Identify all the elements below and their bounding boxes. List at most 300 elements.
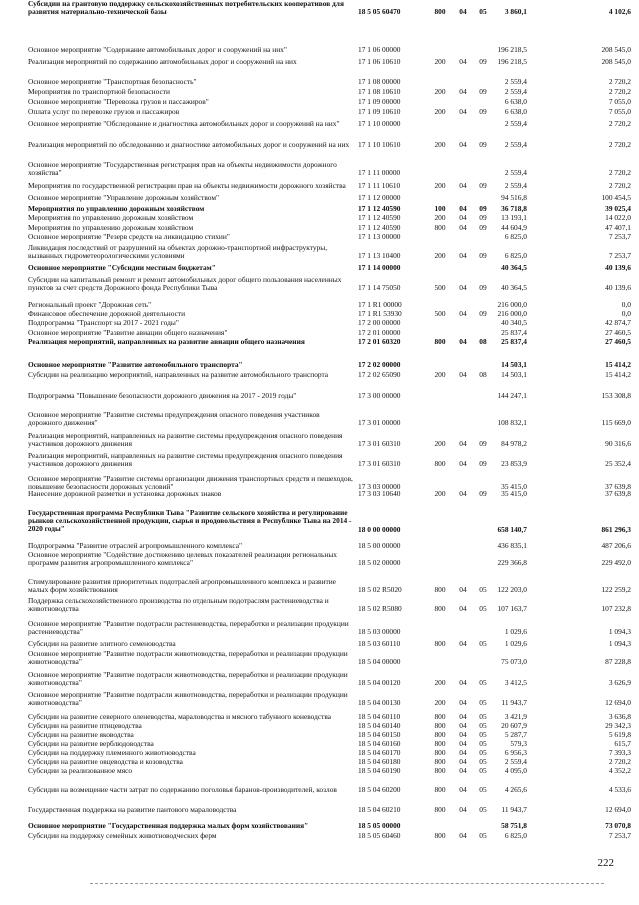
cell-name: Основное мероприятие "Государственная регистрация прав на объекты недвижимости дорожного хозяйства" xyxy=(28,160,337,178)
cell-name: Ликвидация последствий от разрушений на объектах дорожно-транспортной инфраструктуры, вызванных гидрометеорологическими условиями xyxy=(28,243,328,261)
cell-code: 17 3 00 00000 xyxy=(358,391,401,400)
cell-v2: 87 228,8 xyxy=(605,657,631,666)
cell-code: 18 5 03 60110 xyxy=(358,639,401,648)
cell-code: 18 5 04 00120 xyxy=(358,678,401,687)
cell-v2: 27 460,5 xyxy=(605,328,631,337)
cell-pr: 05 xyxy=(479,831,487,840)
cell-v1: 14 503,1 xyxy=(501,370,527,379)
cell-v2: 7 055,0 xyxy=(608,107,631,116)
cell-rz: 04 xyxy=(459,678,467,687)
cell-name: Субсидии на грантовую поддержку сельскохозяйственных потребительских кооперативов для развития материально-технической базы xyxy=(28,0,344,17)
cell-name: Финансовое обеспечение дорожной деятельности xyxy=(28,309,186,318)
cell-rz: 04 xyxy=(459,439,467,448)
cell-name: Субсидии на развитие птицеводства xyxy=(28,721,142,730)
cell-name: Реализация мероприятий, направленных на развитие авиации общего назначения xyxy=(28,337,305,346)
cell-code: 17 1 06 00000 xyxy=(358,45,401,54)
cell-vr: 800 xyxy=(434,337,446,346)
cell-v2: 4 533,6 xyxy=(608,785,631,794)
cell-code: 17 1 10 10610 xyxy=(358,140,401,149)
cell-pr: 09 xyxy=(479,140,487,149)
cell-rz: 04 xyxy=(459,7,467,16)
cell-pr: 09 xyxy=(479,57,487,66)
cell-code: 18 5 04 60210 xyxy=(358,805,401,814)
cell-vr: 800 xyxy=(434,7,446,16)
footer-divider xyxy=(90,883,604,884)
cell-code: 17 1 08 00000 xyxy=(358,77,401,86)
cell-rz: 04 xyxy=(459,107,467,116)
cell-v1: 84 978,2 xyxy=(501,439,527,448)
cell-vr: 800 xyxy=(434,585,446,594)
cell-code: 17 1 14 75050 xyxy=(358,283,401,292)
cell-v1: 108 832,1 xyxy=(497,418,527,427)
cell-rz: 04 xyxy=(459,251,467,260)
cell-pr: 05 xyxy=(479,805,487,814)
cell-v2: 2 720,2 xyxy=(608,119,631,128)
cell-code: 17 3 01 60310 xyxy=(358,459,401,468)
cell-v2: 208 545,0 xyxy=(601,57,631,66)
cell-name: Основное мероприятие "Развитие подотрасли животноводства, переработки и реализации продукции животноводства" xyxy=(28,649,348,667)
cell-v1: 3 421,9 xyxy=(504,712,527,721)
cell-pr: 09 xyxy=(479,251,487,260)
cell-vr: 200 xyxy=(434,107,446,116)
cell-v2: 107 232,8 xyxy=(601,604,631,613)
cell-code: 17 3 03 00000 xyxy=(358,482,401,491)
cell-v1: 2 559,4 xyxy=(504,140,527,149)
cell-v1: 11 943,7 xyxy=(501,698,527,707)
cell-code: 18 5 04 00130 xyxy=(358,698,401,707)
cell-name: Подпрограмма "Развитие отраслей агропромышленного комплекса" xyxy=(28,541,243,550)
cell-v1: 25 837,4 xyxy=(501,328,527,337)
cell-vr: 500 xyxy=(434,283,446,292)
cell-v1: 4 095,0 xyxy=(504,766,527,775)
cell-code: 17 1 13 00000 xyxy=(358,232,401,241)
cell-name: Основное мероприятие "Перевозка грузов и пассажиров" xyxy=(28,97,209,106)
cell-pr: 05 xyxy=(479,639,487,648)
cell-code: 17 1 11 00000 xyxy=(358,168,401,177)
cell-name: Субсидии на развитие элитного семеноводства xyxy=(28,639,176,648)
cell-code: 18 5 02 R5080 xyxy=(358,604,402,613)
cell-pr: 09 xyxy=(479,309,487,318)
cell-v1: 436 835,1 xyxy=(497,541,527,550)
cell-name: Реализация мероприятий, направленных на развитие системы предупреждения опасного поведения участников дорожного движения xyxy=(28,431,343,449)
cell-code: 17 2 02 65090 xyxy=(358,370,401,379)
cell-vr: 200 xyxy=(434,87,446,96)
cell-v2: 3 636,8 xyxy=(608,712,631,721)
cell-vr: 200 xyxy=(434,181,446,190)
cell-code: 18 5 00 00000 xyxy=(358,541,401,550)
cell-code: 17 1 08 10610 xyxy=(358,87,401,96)
cell-v1: 5 287,7 xyxy=(504,730,527,739)
cell-rz: 04 xyxy=(459,140,467,149)
cell-v2: 487 206,6 xyxy=(601,541,631,550)
cell-pr: 09 xyxy=(479,439,487,448)
cell-v2: 7 253,7 xyxy=(608,251,631,260)
cell-v1: 196 218,5 xyxy=(497,45,527,54)
cell-v1: 144 247,1 xyxy=(497,391,527,400)
cell-code: 17 1 12 00000 xyxy=(358,193,401,202)
cell-v2: 122 259,2 xyxy=(601,585,631,594)
cell-code: 18 5 04 60180 xyxy=(358,757,401,766)
cell-name: Основное мероприятие "Транспортная безопасность" xyxy=(28,77,197,86)
cell-code: 18 5 04 60150 xyxy=(358,730,401,739)
cell-v2: 3 626,9 xyxy=(608,678,631,687)
cell-vr: 200 xyxy=(434,213,446,222)
cell-vr: 200 xyxy=(434,489,446,498)
cell-code: 18 5 04 60160 xyxy=(358,739,401,748)
cell-v2: 4 102,6 xyxy=(608,7,631,16)
cell-v2: 7 253,7 xyxy=(608,232,631,241)
cell-pr: 05 xyxy=(479,748,487,757)
cell-code: 17 1 06 10610 xyxy=(358,57,401,66)
cell-code: 17 1 12 40590 xyxy=(358,204,401,213)
cell-name: Субсидии на развитие верблюдоводства xyxy=(28,739,154,748)
cell-pr: 05 xyxy=(479,739,487,748)
cell-name: Подпрограмма "Повышение безопасности дорожного движения на 2017 - 2019 годы" xyxy=(28,391,297,400)
cell-rz: 04 xyxy=(459,757,467,766)
cell-rz: 04 xyxy=(459,748,467,757)
cell-v1: 36 718,8 xyxy=(501,204,527,213)
cell-rz: 04 xyxy=(459,223,467,232)
cell-code: 17 1 R1 00000 xyxy=(358,300,402,309)
cell-pr: 08 xyxy=(479,337,487,346)
cell-v1: 35 415,0 xyxy=(501,482,527,491)
cell-v1: 216 000,0 xyxy=(497,309,527,318)
cell-rz: 04 xyxy=(459,721,467,730)
cell-name: Основное мероприятие "Субсидии местным бюджетам" xyxy=(28,263,216,272)
cell-code: 18 5 04 60200 xyxy=(358,785,401,794)
cell-vr: 200 xyxy=(434,57,446,66)
cell-vr: 200 xyxy=(434,698,446,707)
cell-v1: 658 140,7 xyxy=(497,525,527,534)
cell-v1: 94 516,8 xyxy=(501,193,527,202)
cell-v1: 229 366,8 xyxy=(497,558,527,567)
cell-v1: 20 607,9 xyxy=(501,721,527,730)
cell-name: Субсидии на реализацию мероприятий, направленных на развитие автомобильного транспорта xyxy=(28,370,329,379)
page-number: 222 xyxy=(597,857,614,869)
cell-pr: 05 xyxy=(479,721,487,730)
cell-name: Региональный проект "Дорожная сеть" xyxy=(28,300,152,309)
cell-pr: 05 xyxy=(479,698,487,707)
cell-rz: 04 xyxy=(459,639,467,648)
cell-name: Реализация мероприятий по обследованию и диагностике автомобильных дорог и сооружений на них xyxy=(28,140,350,149)
cell-code: 18 5 04 00000 xyxy=(358,657,401,666)
cell-code: 17 1 12 40590 xyxy=(358,223,401,232)
cell-name: Субсидии на развитие северного оленеводства, мараловодства и мясного табунного коневодства xyxy=(28,712,332,721)
cell-code: 17 1 11 10610 xyxy=(358,181,401,190)
cell-name: Основное мероприятие "Управление дорожным хозяйством" xyxy=(28,193,220,202)
cell-v1: 11 943,7 xyxy=(501,805,527,814)
cell-rz: 04 xyxy=(459,87,467,96)
cell-rz: 04 xyxy=(459,766,467,775)
cell-pr: 09 xyxy=(479,204,487,213)
cell-v2: 1 094,3 xyxy=(608,627,631,636)
cell-v2: 47 407,1 xyxy=(605,223,631,232)
cell-v1: 58 751,8 xyxy=(501,821,527,830)
cell-code: 18 5 05 60460 xyxy=(358,831,401,840)
cell-vr: 800 xyxy=(434,639,446,648)
cell-v2: 90 316,6 xyxy=(605,439,631,448)
cell-pr: 05 xyxy=(479,7,487,16)
cell-name: Оплата услуг по перевозке грузов и пассажиров xyxy=(28,107,180,116)
cell-rz: 04 xyxy=(459,831,467,840)
cell-code: 17 1 R1 53930 xyxy=(358,309,402,318)
cell-v2: 615,7 xyxy=(614,739,631,748)
cell-vr: 800 xyxy=(434,831,446,840)
cell-vr: 200 xyxy=(434,370,446,379)
cell-v2: 42 874,7 xyxy=(605,318,631,327)
cell-name: Основное мероприятие "Развитие авиации общего назначения" xyxy=(28,328,228,337)
cell-rz: 04 xyxy=(459,283,467,292)
cell-v2: 40 139,6 xyxy=(605,263,631,272)
cell-name: Основное мероприятие "Содержание автомобильных дорог и сооружений на них" xyxy=(28,45,287,54)
cell-v1: 6 825,0 xyxy=(504,251,527,260)
cell-vr: 800 xyxy=(434,604,446,613)
cell-code: 17 3 01 60310 xyxy=(358,439,401,448)
cell-rz: 04 xyxy=(459,604,467,613)
cell-name: Мероприятия по государственной регистрации прав на объекты недвижимости дорожного хозяйства xyxy=(28,181,346,190)
cell-v2: 2 720,2 xyxy=(608,87,631,96)
cell-code: 17 2 02 00000 xyxy=(358,360,401,369)
cell-name: Основное мероприятие "Резерв средств на ликвидацию стихии" xyxy=(28,232,230,241)
cell-v1: 6 638,0 xyxy=(504,107,527,116)
cell-name: Субсидии на развитие овцеводства и козоводства xyxy=(28,757,183,766)
cell-pr: 05 xyxy=(479,712,487,721)
cell-vr: 800 xyxy=(434,223,446,232)
cell-pr: 09 xyxy=(479,223,487,232)
cell-name: Основное мероприятие "Развитие подотрасли животноводства, переработки и реализации продукции животноводства" xyxy=(28,690,348,708)
cell-vr: 800 xyxy=(434,730,446,739)
cell-v2: 100 454,5 xyxy=(601,193,631,202)
cell-code: 17 2 01 00000 xyxy=(358,328,401,337)
cell-name: Субсидии на капитальный ремонт и ремонт автомобильных дорог общего пользования населенных пунктов за счет средств Дорожного фонда Республики Тыва xyxy=(28,275,342,293)
cell-v1: 25 837,4 xyxy=(501,337,527,346)
cell-vr: 800 xyxy=(434,805,446,814)
cell-rz: 04 xyxy=(459,213,467,222)
cell-v1: 23 853,9 xyxy=(501,459,527,468)
cell-pr: 09 xyxy=(479,283,487,292)
cell-v1: 2 559,4 xyxy=(504,119,527,128)
cell-name: Мероприятия по транспортной безопасности xyxy=(28,87,170,96)
cell-v1: 6 956,3 xyxy=(504,748,527,757)
cell-code: 17 1 14 00000 xyxy=(358,263,401,272)
cell-vr: 800 xyxy=(434,785,446,794)
cell-code: 17 3 03 10640 xyxy=(358,489,401,498)
cell-code: 17 1 13 10400 xyxy=(358,251,401,260)
cell-v1: 40 364,5 xyxy=(501,263,527,272)
cell-name: Мероприятия по управлению дорожным хозяйством xyxy=(28,223,194,232)
cell-v1: 1 029,6 xyxy=(504,627,527,636)
cell-pr: 09 xyxy=(479,459,487,468)
cell-rz: 04 xyxy=(459,585,467,594)
cell-v2: 0,0 xyxy=(621,309,631,318)
cell-code: 17 2 01 60320 xyxy=(358,337,401,346)
cell-pr: 09 xyxy=(479,107,487,116)
cell-v1: 40 364,5 xyxy=(501,283,527,292)
cell-rz: 04 xyxy=(459,204,467,213)
cell-v1: 122 203,0 xyxy=(497,585,527,594)
cell-pr: 05 xyxy=(479,766,487,775)
cell-v1: 35 415,0 xyxy=(501,489,527,498)
cell-vr: 800 xyxy=(434,739,446,748)
cell-v2: 39 025,4 xyxy=(605,204,631,213)
cell-v2: 229 492,0 xyxy=(601,558,631,567)
cell-v1: 4 265,6 xyxy=(504,785,527,794)
cell-code: 17 1 09 00000 xyxy=(358,97,401,106)
cell-pr: 05 xyxy=(479,678,487,687)
cell-rz: 04 xyxy=(459,370,467,379)
cell-v2: 29 342,3 xyxy=(605,721,631,730)
cell-name: Основное мероприятие "Обследование и диагностика автомобильных дорог и сооружений на них" xyxy=(28,119,340,128)
cell-v2: 208 545,0 xyxy=(601,45,631,54)
cell-rz: 04 xyxy=(459,785,467,794)
cell-v1: 3 412,5 xyxy=(504,678,527,687)
cell-v1: 2 559,4 xyxy=(504,757,527,766)
cell-name: Основное мероприятие "Государственная поддержка малых форм хозяйствования" xyxy=(28,821,309,830)
cell-v2: 2 720,2 xyxy=(608,181,631,190)
cell-v1: 14 503,1 xyxy=(501,360,527,369)
cell-v2: 7 055,0 xyxy=(608,97,631,106)
cell-rz: 04 xyxy=(459,337,467,346)
cell-rz: 04 xyxy=(459,698,467,707)
cell-v2: 40 139,6 xyxy=(605,283,631,292)
cell-v2: 0,0 xyxy=(621,300,631,309)
cell-name: Реализация мероприятий, направленных на развитие системы предупреждения опасного поведения участников дорожного движения xyxy=(28,451,343,469)
cell-code: 18 5 04 60190 xyxy=(358,766,401,775)
cell-rz: 04 xyxy=(459,459,467,468)
cell-vr: 100 xyxy=(434,204,446,213)
cell-v2: 12 694,0 xyxy=(605,805,631,814)
cell-rz: 04 xyxy=(459,489,467,498)
cell-name: Нанесение дорожной разметки и установка дорожных знаков xyxy=(28,489,222,498)
cell-code: 18 5 04 60170 xyxy=(358,748,401,757)
cell-rz: 04 xyxy=(459,805,467,814)
cell-vr: 200 xyxy=(434,678,446,687)
cell-name: Основное мероприятие "Развитие системы организации движения транспортных средств и пешеходов, повышение безопасности дорожных условий" xyxy=(28,474,353,492)
cell-v2: 25 352,4 xyxy=(605,459,631,468)
cell-name: Государственная поддержка на развитие пантового мараловодства xyxy=(28,805,237,814)
cell-v2: 7 393,3 xyxy=(608,748,631,757)
cell-name: Стимулирование развития приоритетных подотраслей агропромышленного комплекса и развитие малых форм хозяйствования xyxy=(28,577,336,595)
cell-name: Основное мероприятие "Развитие подотрасли животноводства, переработки и реализации продукции животноводства" xyxy=(28,670,348,688)
cell-vr: 800 xyxy=(434,712,446,721)
cell-pr: 05 xyxy=(479,785,487,794)
cell-vr: 800 xyxy=(434,757,446,766)
cell-v1: 2 559,4 xyxy=(504,77,527,86)
cell-v2: 73 070,8 xyxy=(605,821,631,830)
cell-v1: 75 073,0 xyxy=(501,657,527,666)
cell-name: Основное мероприятие "Развитие системы предупреждения опасного поведения участников дорожного движения" xyxy=(28,410,320,428)
cell-name: Мероприятия по управлению дорожным хозяйством xyxy=(28,213,194,222)
cell-code: 18 5 05 60470 xyxy=(358,7,401,16)
cell-v1: 40 340,5 xyxy=(501,318,527,327)
cell-pr: 09 xyxy=(479,489,487,498)
cell-pr: 05 xyxy=(479,730,487,739)
cell-code: 18 5 04 60110 xyxy=(358,712,401,721)
cell-v1: 6 638,0 xyxy=(504,97,527,106)
cell-name: Основное мероприятие "Содействие достижению целевых показателей реализации региональных программ развития агропромышленного комплекса" xyxy=(28,550,337,568)
cell-code: 17 3 01 00000 xyxy=(358,418,401,427)
cell-rz: 04 xyxy=(459,309,467,318)
cell-v2: 14 022,0 xyxy=(605,213,631,222)
cell-v2: 15 414,2 xyxy=(605,370,631,379)
cell-v1: 6 825,0 xyxy=(504,831,527,840)
cell-name: Субсидии за реализованное мясо xyxy=(28,766,133,775)
cell-v2: 2 720,2 xyxy=(608,757,631,766)
cell-v2: 1 094,3 xyxy=(608,639,631,648)
cell-v1: 216 000,0 xyxy=(497,300,527,309)
cell-v1: 13 193,1 xyxy=(501,213,527,222)
cell-v1: 6 825,0 xyxy=(504,232,527,241)
cell-code: 18 5 02 00000 xyxy=(358,558,401,567)
cell-code: 17 1 09 10610 xyxy=(358,107,401,116)
cell-v1: 107 163,7 xyxy=(497,604,527,613)
cell-v1: 44 604,9 xyxy=(501,223,527,232)
cell-name: Субсидии на поддержку племенного животноводства xyxy=(28,748,196,757)
cell-code: 17 2 00 00000 xyxy=(358,318,401,327)
cell-rz: 04 xyxy=(459,730,467,739)
cell-name: Субсидии на поддержку семейных животноводческих ферм xyxy=(28,831,217,840)
cell-rz: 04 xyxy=(459,712,467,721)
cell-name: Государственная программа Республики Тыва "Развитие сельского хозяйства и регулирование рынков сельскохозяйственной продукции, сырья и продовольствия в Республике Тыва на 2014 - 2020 годы" xyxy=(28,508,352,534)
cell-name: Основное мероприятие "Развитие автомобильного транспорта" xyxy=(28,360,243,369)
cell-v2: 12 694,0 xyxy=(605,698,631,707)
cell-vr: 800 xyxy=(434,748,446,757)
cell-v1: 2 559,4 xyxy=(504,87,527,96)
cell-vr: 800 xyxy=(434,721,446,730)
cell-pr: 09 xyxy=(479,213,487,222)
cell-v1: 2 559,4 xyxy=(504,181,527,190)
cell-code: 17 1 10 00000 xyxy=(358,119,401,128)
cell-code: 18 5 03 00000 xyxy=(358,627,401,636)
cell-vr: 200 xyxy=(434,439,446,448)
cell-v2: 153 308,8 xyxy=(601,391,631,400)
cell-v2: 5 619,8 xyxy=(608,730,631,739)
cell-v2: 115 669,0 xyxy=(601,418,631,427)
cell-v2: 4 352,2 xyxy=(608,766,631,775)
cell-code: 18 0 00 00000 xyxy=(358,525,401,534)
cell-pr: 05 xyxy=(479,604,487,613)
cell-pr: 09 xyxy=(479,87,487,96)
cell-v2: 37 639,8 xyxy=(605,489,631,498)
cell-v1: 579,3 xyxy=(510,739,527,748)
cell-pr: 05 xyxy=(479,757,487,766)
cell-v2: 15 414,2 xyxy=(605,360,631,369)
cell-code: 18 5 04 60140 xyxy=(358,721,401,730)
cell-code: 17 1 12 40590 xyxy=(358,213,401,222)
cell-rz: 04 xyxy=(459,739,467,748)
cell-v2: 37 639,8 xyxy=(605,482,631,491)
cell-v1: 1 029,6 xyxy=(504,639,527,648)
cell-v2: 27 460,5 xyxy=(605,337,631,346)
cell-vr: 500 xyxy=(434,309,446,318)
cell-name: Субсидии на возмещение части затрат по содержанию поголовья баранов-производителей, козлов xyxy=(28,785,337,794)
cell-v1: 2 559,4 xyxy=(504,168,527,177)
cell-vr: 800 xyxy=(434,766,446,775)
cell-code: 18 5 05 00000 xyxy=(358,821,401,830)
cell-v2: 7 253,7 xyxy=(608,831,631,840)
cell-rz: 04 xyxy=(459,57,467,66)
cell-pr: 08 xyxy=(479,370,487,379)
cell-v2: 2 720,2 xyxy=(608,77,631,86)
cell-code: 18 5 02 R5020 xyxy=(358,585,402,594)
cell-rz: 04 xyxy=(459,181,467,190)
cell-name: Подпрограмма "Транспорт на 2017 - 2021 годы" xyxy=(28,318,179,327)
cell-vr: 800 xyxy=(434,459,446,468)
cell-v1: 196 218,5 xyxy=(497,57,527,66)
cell-vr: 200 xyxy=(434,251,446,260)
cell-name: Основное мероприятие "Развитие подотрасли растениеводства, переработки и реализации продукции растениеводства" xyxy=(28,619,349,637)
cell-vr: 200 xyxy=(434,140,446,149)
